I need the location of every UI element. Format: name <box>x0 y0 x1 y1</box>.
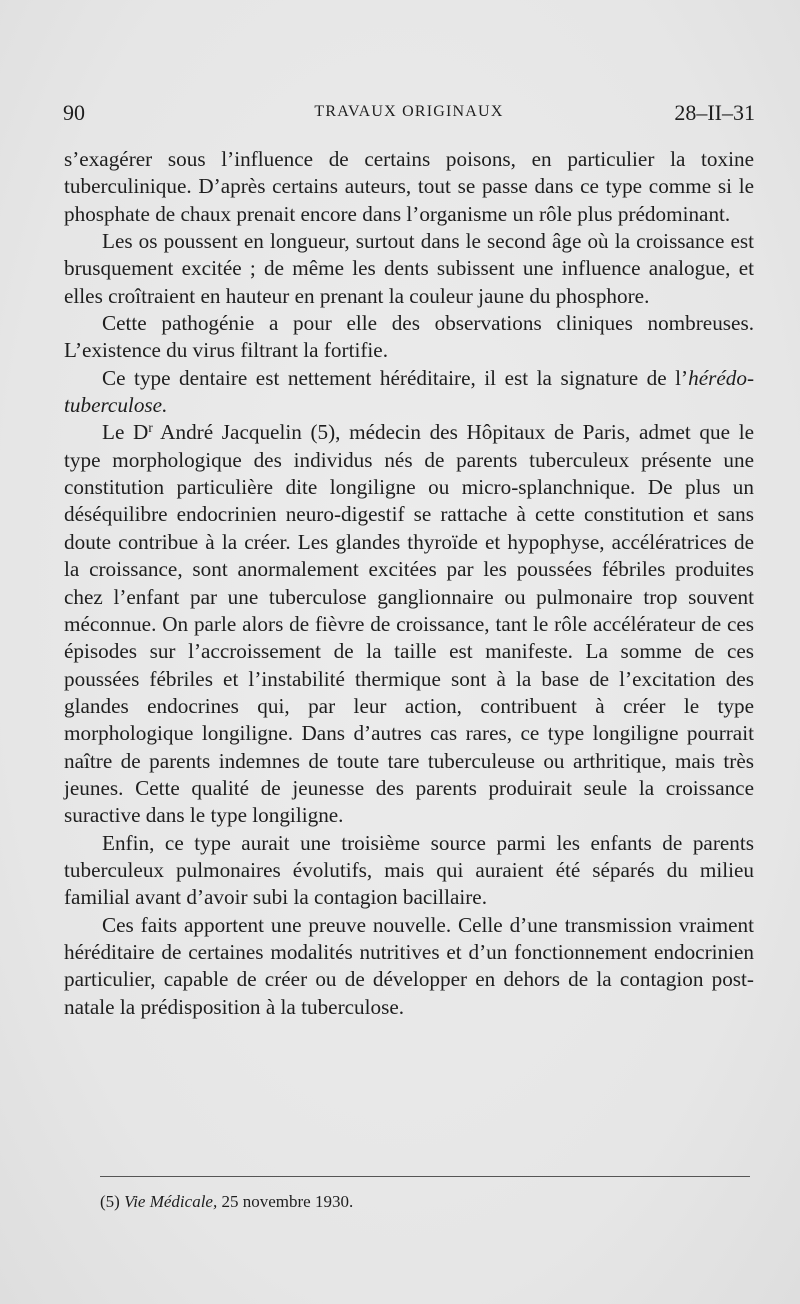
page-number: 90 <box>63 100 85 125</box>
paragraph <box>64 365 754 420</box>
text-run: André Jacquelin (5), médecin des Hôpitaux de Paris, admet que le type morphologique des individus nés de parents tuberculeux présente une constitution particulière dite longiligne ou micro-splanchnique. De plus un déséquilibre endocrinien neuro-digestif se rattache à cette constitution et sans doute contribue à la créer. Les glandes thyroïde et hypophyse, accélératrices de la croissance, sont anormalement excitées par les poussées fébriles produites chez l’enfant par une tuberculose ganglionnaire ou pulmonaire trop souvent méconnue. On parle alors de fièvre de croissance, tant le rôle accélérateur de ces épisodes sur l’accroissement de la taille est manifeste. La somme de ces poussées fébriles et l’instabilité thermique sont à la base de l’excitation des glandes endocrines qui, par leur action, contribuent à créer le type morphologique longiligne. Dans d’autres cas rares, ce type longiligne pourrait naître de parents indemnes de toute tare tuberculeuse ou arthritique, mais très jeunes. Cette qualité de jeunesse des parents produirait seule la croissance suractive dans le type longiligne. <box>64 420 754 828</box>
italic-text: hérédo-tuberculose. <box>64 365 754 418</box>
paragraph <box>64 830 754 912</box>
paragraph <box>64 310 754 365</box>
text-run: Ces faits apportent une preuve nouvelle. Celle d’une transmission vraiment héréditaire de certaines modalités nutritives et d’un fonctionnement endocrinien particulier, capable de créer ou de développer en dehors de la contagion post-natale la prédisposition à la tuberculose. <box>64 912 754 1019</box>
paragraph <box>64 146 754 228</box>
paragraph <box>64 912 754 1021</box>
text-run: Le D <box>102 420 149 445</box>
running-title: TRAVAUX ORIGINAUX <box>314 103 504 120</box>
paragraph <box>64 419 754 829</box>
text-run: Cette pathogénie a pour elle des observations cliniques nombreuses. L’existence du virus filtrant la fortifie. <box>64 311 754 363</box>
text-run: Enfin, ce type aurait une troisième source parmi les enfants de parents tuberculeux pulmonaires évolutifs, mais qui auraient été séparés du milieu familial avant d’avoir subi la contagion bacillaire. <box>64 830 754 910</box>
footnote <box>100 1190 353 1214</box>
footnote-marker: (5) <box>100 1192 120 1211</box>
running-header <box>63 100 755 130</box>
text-run: Les os poussent en longueur, surtout dans le second âge où la croissance est brusquement excitée ; de même les dents subissent une influence analogue, et elles croîtraient en hauteur en prenant la couleur jaune du phosphore. <box>64 229 754 308</box>
body-text <box>64 146 754 1021</box>
text-run: s’exagérer sous l’influence de certains poisons, en particulier la toxine tuberculinique. D’après certains auteurs, tout se passe dans ce type comme si le phosphate de chaux prenait encore dans l’organisme un rôle plus prédominant. <box>64 147 754 226</box>
paragraph <box>64 228 754 310</box>
text-run: Ce type dentaire est nettement héréditaire, il est la signature de l’ <box>102 365 689 390</box>
superscript: r <box>148 420 153 436</box>
footnote-detail: 25 novembre 1930. <box>221 1192 354 1211</box>
header-date: 28–II–31 <box>674 100 755 125</box>
footnote-source: Vie Médicale, <box>124 1192 218 1211</box>
footnote-rule <box>100 1176 750 1177</box>
